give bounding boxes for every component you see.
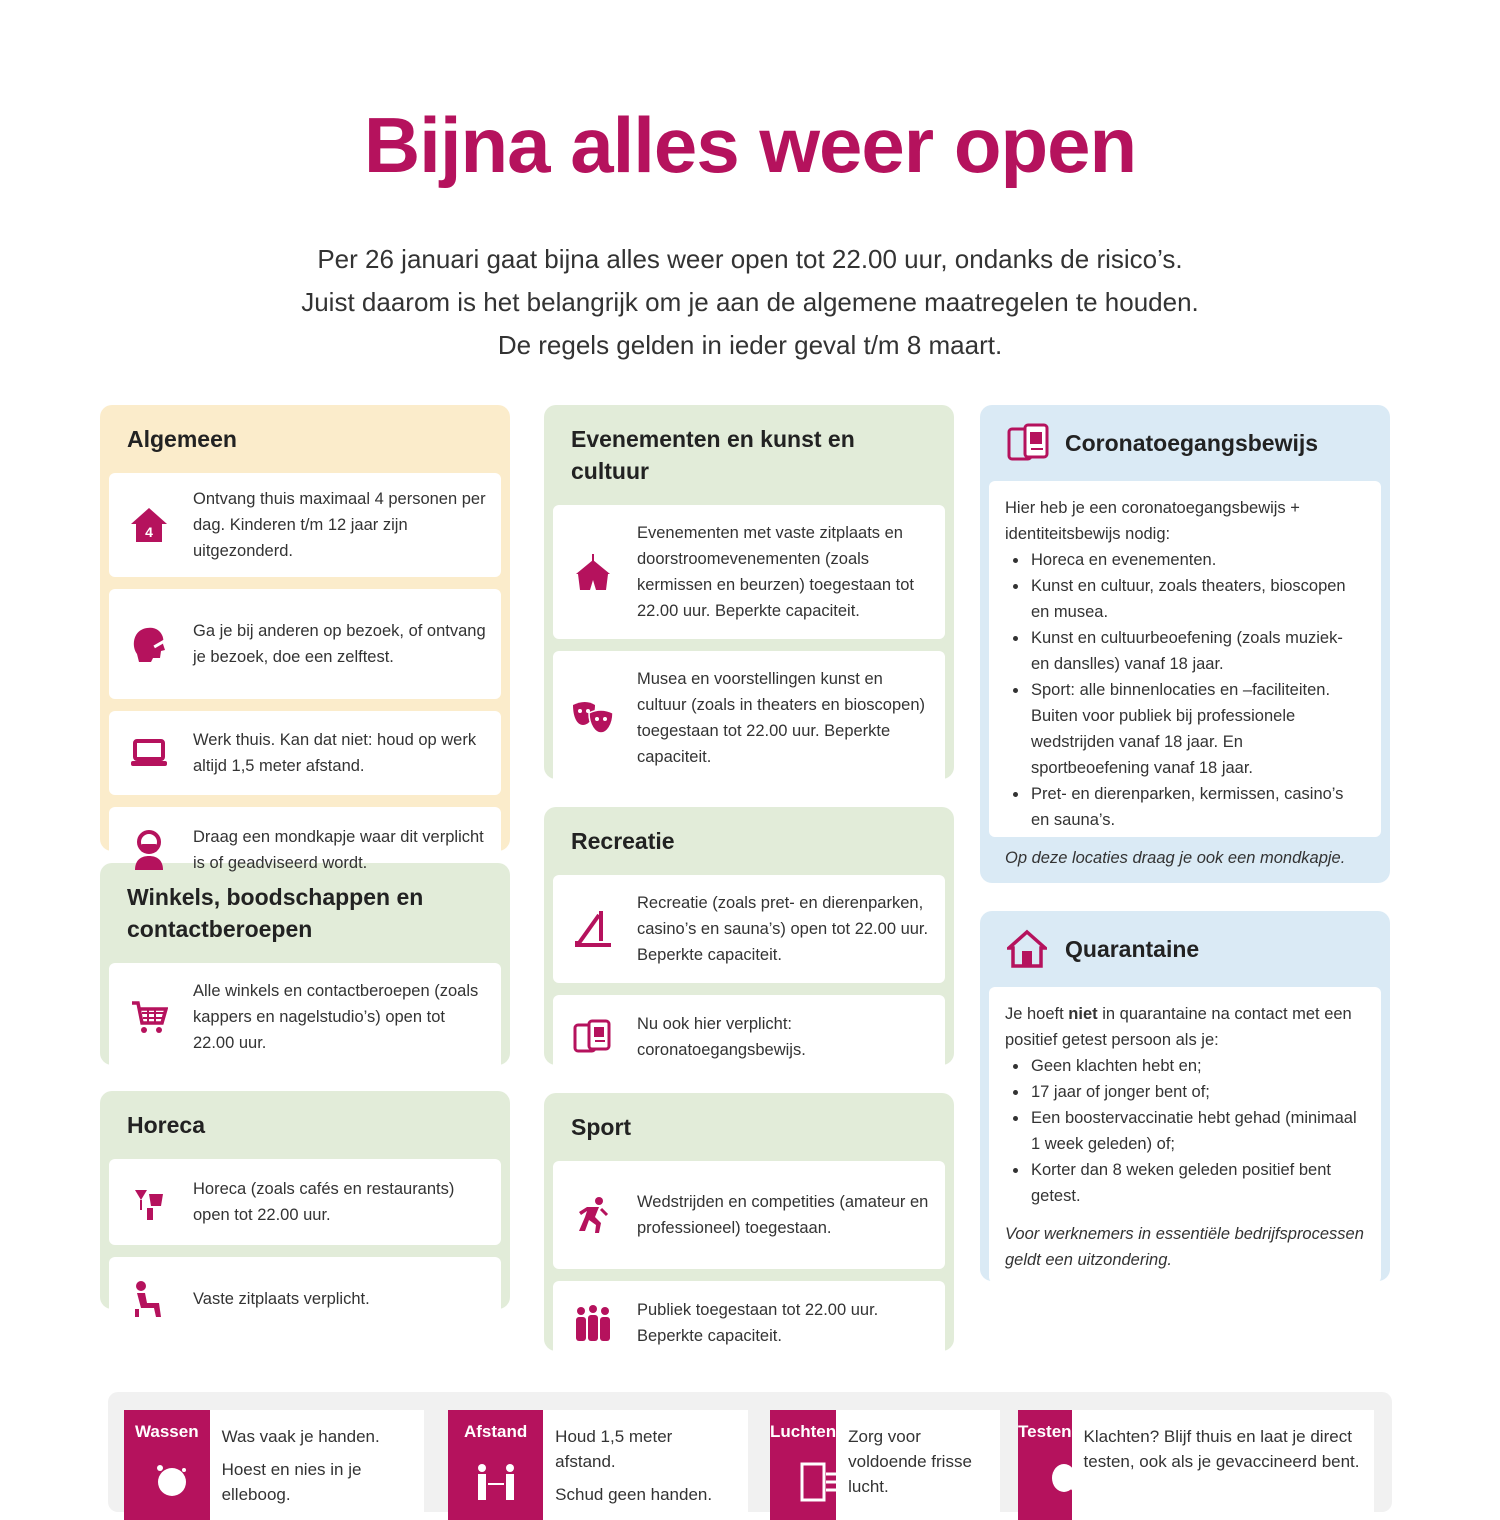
measure-text: Hoest en nies in je elleboog.	[221, 1460, 362, 1504]
measure-text: Zorg voor voldoende frisse lucht.	[848, 1427, 972, 1496]
list-item	[553, 995, 945, 1079]
measure-label: Wassen	[134, 1422, 199, 1441]
measure-afstand	[448, 1410, 748, 1520]
general-measures-strip	[108, 1392, 1392, 1512]
info-card	[989, 987, 1381, 1283]
intro-line: Per 26 januari gaat bijna alles weer open tot 22.00 uur, ondanks de risico’s.	[317, 244, 1183, 274]
qr-pass-icon	[567, 1019, 619, 1055]
item-text: Werk thuis. Kan dat niet: houd op werk altijd 1,5 meter afstand.	[193, 731, 477, 775]
item-text: Vaste zitplaats verplicht.	[193, 1290, 370, 1308]
list-item: • Kunst en cultuurbeoefening (zoals muziek- en danslles) vanaf 18 jaar.	[1029, 625, 1365, 677]
item-text: Musea en voorstellingen kunst en cultuur (zoals in theaters en bioscopen) toegestaan tot 22.00 uur. Beperkte capaciteit.	[637, 670, 925, 766]
list-item	[553, 505, 945, 639]
list-item	[109, 589, 501, 699]
measure-text: Schud geen handen.	[555, 1485, 713, 1504]
panel-quarantaine	[980, 911, 1390, 1281]
intro-text	[0, 238, 1500, 367]
panel-title: Recreatie	[571, 828, 675, 854]
panel-title: Evenementen en kunst en cultuur	[571, 426, 855, 484]
item-text: Publiek toegestaan tot 22.00 uur. Beperkte capaciteit.	[637, 1301, 879, 1345]
list-item	[553, 651, 945, 785]
bullet-list	[1005, 547, 1365, 833]
list-item: • 17 jaar of jonger bent of;	[1029, 1079, 1365, 1105]
hand-wash-icon	[150, 1460, 194, 1504]
measure-label: Afstand	[463, 1422, 528, 1441]
list-item: • Korter dan 8 weken geleden positief bent getest.	[1029, 1157, 1365, 1209]
item-text: Wedstrijden en competities (amateur en professioneel) toegestaan.	[637, 1193, 929, 1237]
panel-evenementen	[544, 405, 954, 779]
panel-winkels	[100, 863, 510, 1065]
list-item	[109, 711, 501, 795]
list-item	[553, 1161, 945, 1269]
info-note: Voor werknemers in essentiële bedrijfsprocessen geldt een uitzondering.	[1005, 1225, 1364, 1269]
list-item	[109, 963, 501, 1071]
panel-horeca	[100, 1091, 510, 1309]
panel-title: Horeca	[127, 1112, 205, 1138]
item-text: Ga je bij anderen op bezoek, of ontvang je bezoek, doe een zelftest.	[193, 622, 486, 666]
list-item	[109, 1257, 501, 1341]
list-item: • Pret- en dierenparken, kermissen, casino’s en sauna’s.	[1029, 781, 1365, 833]
info-intro-part: in quarantaine na contact met een positief getest persoon als je:	[1005, 1005, 1352, 1049]
measure-label: Testen	[1018, 1422, 1072, 1441]
list-item: • Kunst en cultuur, zoals theaters, bioscopen en musea.	[1029, 573, 1365, 625]
panel-title: Winkels, boodschappen en contactberoepen	[127, 884, 424, 942]
panel-title: Sport	[571, 1114, 632, 1140]
shopping-cart-icon	[123, 999, 175, 1035]
panel-sport	[544, 1093, 954, 1351]
column-right	[980, 405, 1390, 1309]
runner-icon	[567, 1195, 619, 1235]
panel-title: Algemeen	[127, 426, 237, 452]
list-item: • Geen klachten hebt en;	[1029, 1053, 1365, 1079]
column-middle	[544, 405, 954, 1379]
measure-luchten	[770, 1410, 1000, 1520]
panel-title: Coronatoegangsbewijs	[1065, 430, 1319, 456]
info-intro-part: Je hoeft	[1005, 1005, 1069, 1023]
intro-line: De regels gelden in ieder geval t/m 8 maart.	[497, 330, 1003, 360]
intro-line: Juist daarom is het belangrijk om je aan de algemene maatregelen te houden.	[301, 287, 1199, 317]
list-item	[553, 1281, 945, 1365]
distance-icon	[474, 1460, 518, 1504]
face-mask-icon	[123, 828, 175, 872]
measure-text: Houd 1,5 meter afstand.	[555, 1427, 673, 1471]
seated-person-icon	[123, 1279, 175, 1319]
qr-pass-icon	[1007, 423, 1051, 463]
drinks-icon	[123, 1182, 175, 1222]
house-4-icon	[123, 506, 175, 544]
item-text: Horeca (zoals cafés en restaurants) open tot 22.00 uur.	[193, 1180, 455, 1224]
info-note: Op deze locaties draag je ook een mondkapje.	[1005, 849, 1346, 867]
house-icon	[1007, 929, 1051, 969]
list-item: • Een boostervaccinatie hebt gehad (minimaal 1 week geleden) of;	[1029, 1105, 1365, 1157]
ventilation-icon	[796, 1460, 840, 1504]
panel-title: Quarantaine	[1065, 936, 1200, 962]
item-text: Recreatie (zoals pret- en dierenparken, casino’s en sauna’s) open tot 22.00 uur. Beperkte capaciteit.	[637, 894, 929, 964]
list-item	[553, 875, 945, 983]
item-text: Nu ook hier verplicht: coronatoegangsbewijs.	[637, 1015, 806, 1059]
column-left	[100, 405, 510, 1337]
list-item	[109, 1159, 501, 1245]
page-title: Bijna alles weer open	[363, 101, 1137, 189]
laptop-icon	[123, 737, 175, 769]
self-test-icon	[123, 624, 175, 664]
fair-tent-icon	[567, 552, 619, 592]
panel-recreatie	[544, 807, 954, 1065]
panel-coronatoegangsbewijs	[980, 405, 1390, 883]
measure-text: Was vaak je handen.	[221, 1427, 380, 1446]
panel-algemeen	[100, 405, 510, 872]
svg-text:4: 4	[145, 524, 153, 540]
list-item: • Sport: alle binnenlocaties en –faciliteiten. Buiten voor publiek bij professionele wedstrijden vanaf 18 jaar. En sportbeoefening vanaf 18 jaar.	[1029, 677, 1365, 781]
item-text: Evenementen met vaste zitplaats en doorstroomevenementen (zoals kermissen en beurzen) toegestaan tot 22.00 uur. Beperkte capaciteit.	[637, 524, 914, 620]
info-intro-bold: niet	[1068, 1005, 1098, 1023]
info-card	[989, 481, 1381, 867]
list-item: • Horeca en evenementen.	[1029, 547, 1365, 573]
measure-label: Luchten	[770, 1422, 837, 1441]
measure-wassen	[124, 1410, 424, 1520]
test-swab-icon	[1044, 1460, 1088, 1504]
info-intro	[1005, 1001, 1365, 1053]
item-text: Alle winkels en contactberoepen (zoals kappers en nagelstudio’s) open tot 22.00 uur.	[193, 982, 479, 1052]
slide-icon	[567, 909, 619, 949]
info-intro: Hier heb je een coronatoegangsbewijs + identiteitsbewijs nodig:	[1005, 499, 1300, 543]
measure-text: Klachten? Blijf thuis en laat je direct testen, ook als je gevaccineerd bent.	[1083, 1427, 1360, 1471]
item-text: Ontvang thuis maximaal 4 personen per dag. Kinderen t/m 12 jaar zijn uitgezonderd.	[193, 490, 486, 560]
theater-masks-icon	[567, 699, 619, 737]
item-text: Draag een mondkapje waar dit verplicht is of geadviseerd wordt.	[193, 828, 484, 872]
list-item	[109, 473, 501, 577]
audience-icon	[567, 1303, 619, 1343]
measure-testen	[1018, 1410, 1374, 1520]
bullet-list	[1005, 1053, 1365, 1209]
